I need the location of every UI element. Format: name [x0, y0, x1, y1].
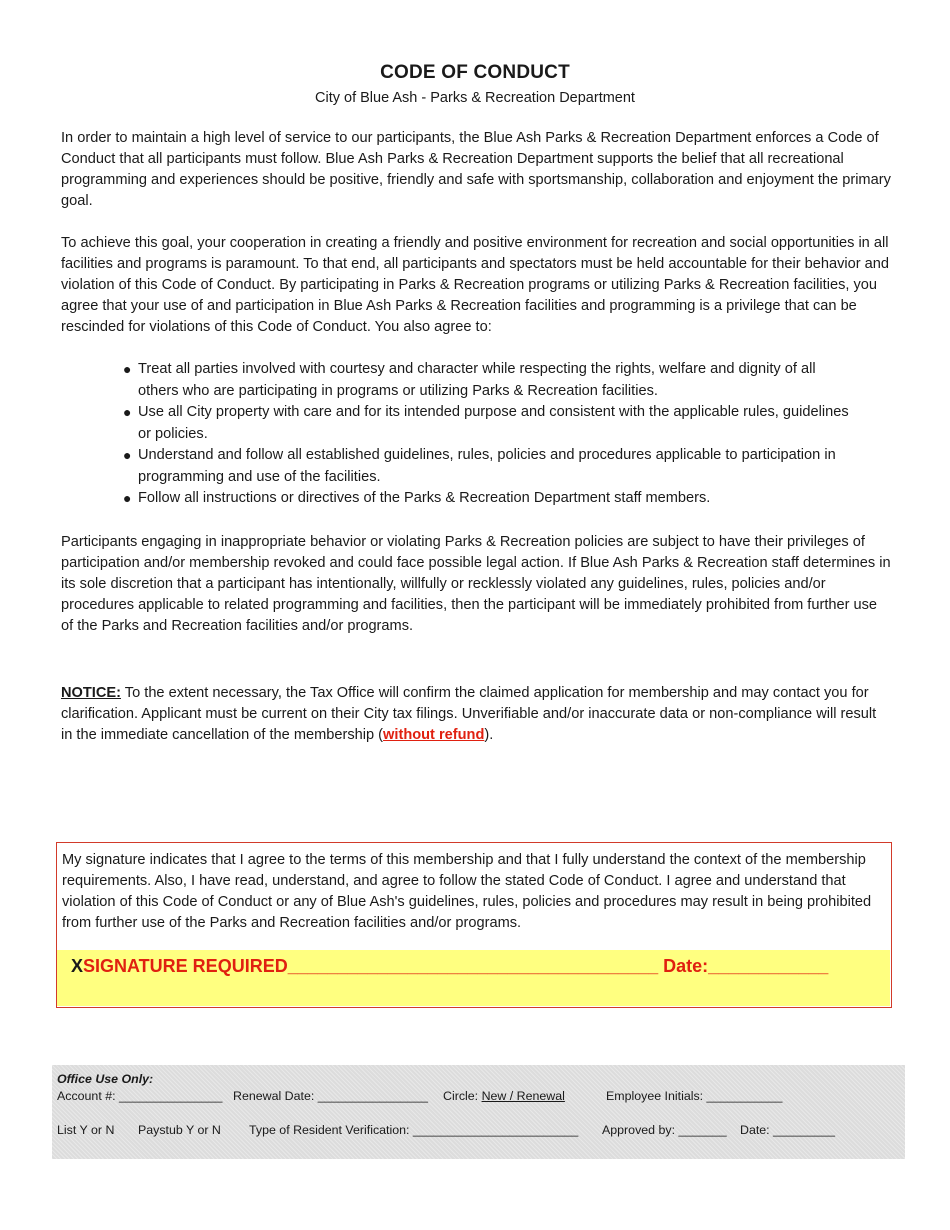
list-item-text: Follow all instructions or directives of the Parks & Recreation Department staff members. [138, 490, 711, 506]
list-item-text: Understand and follow all established guidelines, rules, policies and procedures applicable to participation in programming and use of the facilities. [138, 447, 836, 485]
signature-statement: My signature indicates that I agree to the terms of this membership and that I fully understand the context of the membership requirements. Also, I have read, understand, and agree to follow the stated Code of Conduct. I agree and understand that violation of this Code of Conduct or any of Blue Ash's guidelines, rules, policies and procedures may result in being prohibited from further use of the Parks and Recreation facilities and/or programs. [62, 852, 872, 931]
notice-label: NOTICE: [61, 685, 121, 701]
consequences-paragraph: Participants engaging in inappropriate behavior or violating Parks & Recreation policies are subject to have their privileges of participation and/or membership revoked and could face possible legal action. If Blue Ash Parks & Recreation staff determines in its sole discretion that a participant has intentionally, willfully or recklessly violated any guidelines, rules, policies and/or procedures applicable to related programming and facilities, then the participant will be immediately prohibited from further use of the Parks and Recreation facilities and/or programs. [61, 534, 891, 634]
page-title: CODE OF CONDUCT [380, 62, 570, 83]
signature-box [56, 842, 892, 1008]
paystub-field[interactable]: Paystub Y or N [138, 1123, 221, 1137]
signature-line[interactable] [71, 956, 828, 977]
circle-options[interactable]: New / Renewal [481, 1089, 565, 1103]
without-refund-emphasis: without refund [383, 726, 485, 743]
agreement-list [123, 359, 853, 510]
office-use-heading: Office Use Only: [57, 1072, 154, 1086]
signature-required-label: SIGNATURE REQUIRED_____________________________________ Date:____________ [83, 956, 829, 976]
resident-verification-field[interactable]: Type of Resident Verification: ________________________ [249, 1123, 579, 1137]
list-item [123, 488, 853, 510]
account-field[interactable]: Account #: _______________ [57, 1089, 223, 1103]
bullet-icon: ● [123, 447, 132, 463]
approved-by-field[interactable]: Approved by: _______ [602, 1123, 727, 1137]
renewal-date-field[interactable]: Renewal Date: ________________ [233, 1089, 428, 1103]
notice-close: ). [484, 726, 494, 743]
page-subtitle: City of Blue Ash - Parks & Recreation Department [315, 90, 635, 106]
list-item-text: Use all City property with care and for its intended purpose and consistent with the applicable rules, guidelines or policies. [138, 404, 849, 442]
signature-area[interactable] [57, 950, 890, 1006]
bullet-icon: ● [123, 490, 132, 506]
office-use-section [52, 1065, 905, 1159]
bullet-icon: ● [123, 404, 132, 420]
employee-initials-field[interactable]: Employee Initials: ___________ [606, 1089, 783, 1103]
signature-x-mark: X [71, 956, 84, 976]
intro-paragraph: In order to maintain a high level of service to our participants, the Blue Ash Parks & Recreation Department enforces a Code of Conduct that all participants must follow. Blue Ash Parks & Recreation Department supports the belief that all recreational programming and experiences should be positive, friendly and safe with sportsmanship, collaboration and enjoyment the primary goal. [61, 130, 891, 209]
list-item [123, 445, 853, 488]
circle-label: Circle: [443, 1089, 482, 1103]
notice-paragraph [61, 683, 891, 746]
notice-text: To the extent necessary, the Tax Office will confirm the claimed application for membership and may contact you for clarification. Applicant must be current on their City tax filings. Unverifiable and/or inaccurate data or non-compliance will result in the immediate cancellation of the membership ( [61, 685, 877, 743]
date-field[interactable]: Date: _________ [740, 1123, 836, 1137]
circle-field[interactable] [443, 1089, 565, 1103]
list-field[interactable]: List Y or N [57, 1123, 115, 1137]
list-item [123, 359, 853, 402]
goal-paragraph: To achieve this goal, your cooperation in creating a friendly and positive environment for recreation and social opportunities in all facilities and programs is paramount. To that end, all participants and spectators must be held accountable for their behavior and violation of this Code of Conduct. By participating in Parks & Recreation programs or utilizing Parks & Recreation facilities, you agree that your use of and participation in Blue Ash Parks & Recreation facilities and programming is a privilege that can be rescinded for violations of this Code of Conduct. You also agree to: [61, 235, 889, 335]
list-item [123, 402, 853, 445]
list-item-text: Treat all parties involved with courtesy and character while respecting the rights, welfare and dignity of all others who are participating in programs or utilizing Parks & Recreation facilities. [138, 361, 816, 399]
bullet-icon: ● [123, 361, 132, 377]
